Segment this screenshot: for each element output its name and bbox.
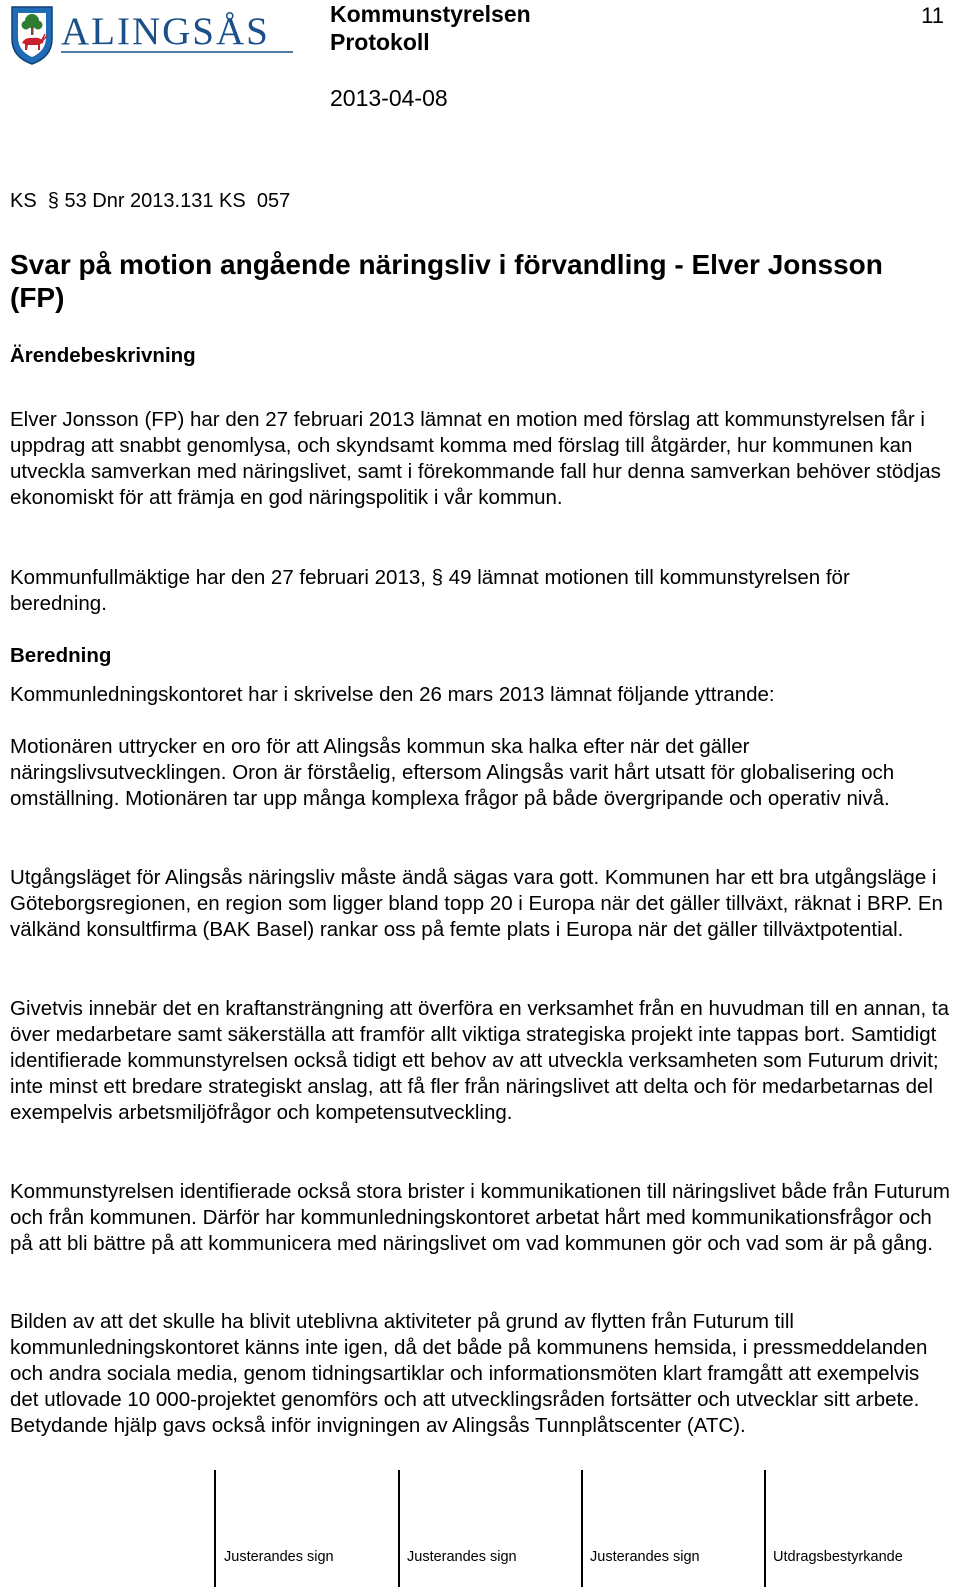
paragraph-referral: Kommunfullmäktige har den 27 februari 2013, § 49 lämnat motionen till kommunstyrelsen för beredning. <box>10 566 850 615</box>
case-reference: KS § 53 Dnr 2013.131 KS 057 <box>10 190 291 212</box>
paragraph-concern: Motionären uttrycker en oro för att Alingsås kommun ska halka efter när det gäller näringslivsutvecklingen. Oron är förståelig, eftersom Alingsås varit hårt utsatt för globalisering och omställning. Motionären tar upp många komplexa frågor på både övergripande och operativ nivå. <box>10 735 895 810</box>
municipality-logo <box>9 3 299 67</box>
signature-label-2: Justerandes sign <box>407 1549 517 1565</box>
section-heading-description: Ärendebeskrivning <box>10 344 196 367</box>
paragraph-activities: Bilden av att det skulle ha blivit uteblivna aktiviteter på grund av flytten från Futurum till kommunledningskontoret känns inte igen, då det både på kommunens hemsida, i pressmeddelanden och andra sociala media, genom tidningsartiklar och informationsmöten klart framgått att exempelvis det utlovade 10 000-projektet genomförs och att utvecklingsråden fortsätter och utvecklar sitt arbete. Betydande hjälp gavs också inför invigningen av Alingsås Tunnplåtscenter (ATC). <box>10 1310 928 1437</box>
paragraph-communication: Kommunstyrelsen identifierade också stora brister i kommunikationen till näringslivet både från Futurum och från kommunen. Därför har kommunledningskontoret arbetat hårt med kommunikationsfrågor och på att bli bättre på att kommunicera med näringslivet om vad kommunen gör och vad som är på gång. <box>10 1180 951 1255</box>
signature-divider <box>398 1470 400 1587</box>
organization-name: Kommunstyrelsen <box>330 1 531 27</box>
signature-divider <box>214 1470 216 1587</box>
section-heading-beredning: Beredning <box>10 644 112 667</box>
extract-certification-label: Utdragsbestyrkande <box>773 1549 903 1565</box>
signature-divider <box>581 1470 583 1587</box>
logo-wordmark: ALINGSÅS <box>61 10 270 53</box>
signature-label-1: Justerandes sign <box>224 1549 334 1565</box>
page-number: 11 <box>921 3 944 28</box>
signature-divider <box>764 1470 766 1587</box>
document-type: Protokoll <box>330 29 430 55</box>
signature-label-3: Justerandes sign <box>590 1549 700 1565</box>
crest-icon <box>12 7 52 64</box>
paragraph-motion: Elver Jonsson (FP) har den 27 februari 2013 lämnat en motion med förslag att kommunstyrelsen får i uppdrag att snabbt genomlysa, och skyndsamt komma med förslag till åtgärder, hur kommunen kan utveckla samverkan med näringslivet, samt i förekommande fall hur denna samverkan behöver stödjas ekonomiskt för att främja en god näringspolitik i vår kommun. <box>10 408 941 509</box>
paragraph-transition: Givetvis innebär det en kraftansträngning att överföra en verksamhet från en huvudman till en annan, ta över medarbetare samt säkerställa att framför allt viktiga strategiska projekt inte tappas bort. Samtidigt identifierade kommunstyrelsen också tidigt ett behov av att utveckla verksamheten som Futurum drivit; inte minst ett bredare strategiskt anslag, att få fler från näringslivet att delta och för medarbetarnas del exempelvis arbetsmiljöfrågor och kompetensutveckling. <box>10 997 949 1124</box>
paragraph-statement-intro: Kommunledningskontoret har i skrivelse den 26 mars 2013 lämnat följande yttrande: <box>10 683 775 706</box>
document-date: 2013-04-08 <box>330 85 448 111</box>
page-title: Svar på motion angående näringsliv i förvandling - Elver Jonsson (FP) <box>10 249 883 313</box>
paragraph-starting-point: Utgångsläget för Alingsås näringsliv måste ändå sägas vara gott. Kommunen har ett bra utgångsläge i Göteborgsregionen, en region som ligger bland topp 20 i Europa när det gäller tillväxt, räknat i BRP. En välkänd konsultfirma (BAK Basel) rankar oss på femte plats i Europa när det gäller tillväxtpotential. <box>10 866 943 941</box>
